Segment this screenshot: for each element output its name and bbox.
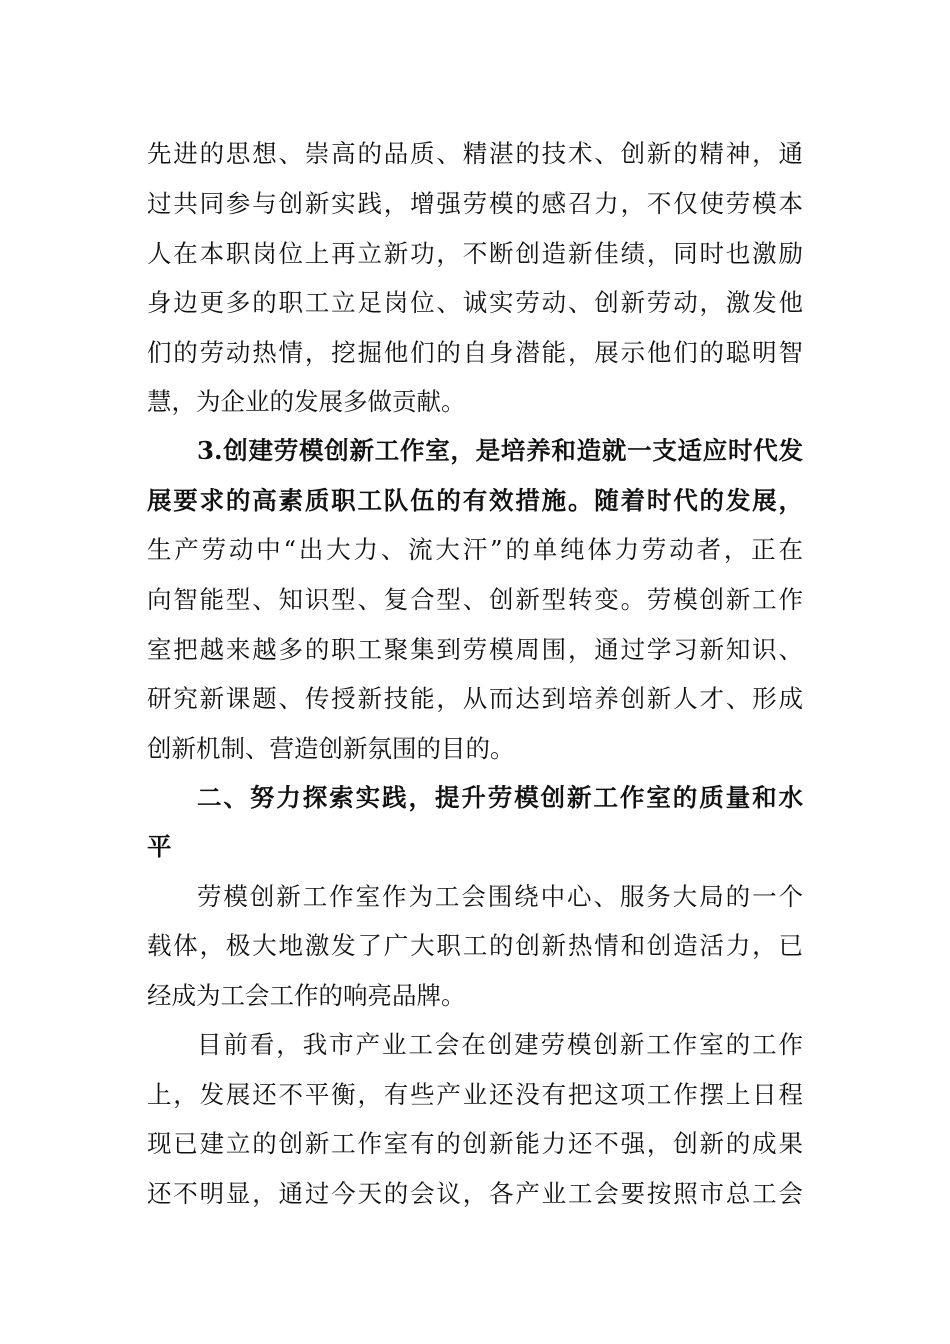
text-line: 现已建立的创新工作室有的创新能力还不强，创新的成果 (147, 1129, 803, 1158)
text-line: 向智能型、知识型、复合型、创新型转变。劳模创新工作 (147, 585, 803, 614)
text-line: 先进的思想、崇高的品质、精湛的技术、创新的精神，通 (147, 139, 803, 168)
text-line: 人在本职岗位上再立新功，不断创造新佳绩，同时也激励 (147, 239, 803, 268)
text-line: 室把越来越多的职工聚集到劳模周围，通过学习新知识、 (147, 635, 803, 664)
text-line: 展要求的高素质职工队伍的有效措施。随着时代的发展， (147, 486, 803, 515)
text-line: 研究新课题、传授新技能，从而达到培养创新人才、形成 (147, 684, 803, 713)
text-line: 上，发展还不平衡，有些产业还没有把这项工作摆上日程 (147, 1080, 803, 1109)
section-heading: 二、努力探索实践，提升劳模创新工作室的质量和水 (197, 783, 803, 812)
text-line: 3.创建劳模创新工作室，是培养和造就一支适应时代发 (197, 436, 803, 465)
text-line: 劳模创新工作室作为工会围绕中心、服务大局的一个 (197, 882, 803, 911)
text-line: 慧，为企业的发展多做贡献。 (147, 387, 466, 416)
text-line: 身边更多的职工立足岗位、诚实劳动、创新劳动，激发他 (147, 288, 803, 317)
text-line: 创新机制、营造创新氛围的目的。 (147, 734, 515, 763)
text-line: 载体，极大地激发了广大职工的创新热情和创造活力，已 (147, 931, 803, 960)
text-line: 生产劳动中“出大力、流大汗”的单纯体力劳动者，正在 (147, 535, 803, 564)
text-line: 经成为工会工作的响亮品牌。 (147, 981, 466, 1010)
text-line: 过共同参与创新实践，增强劳模的感召力，不仅使劳模本 (147, 189, 803, 218)
text-line: 目前看，我市产业工会在创建劳模创新工作室的工作 (197, 1030, 803, 1059)
text-line: 还不明显，通过今天的会议，各产业工会要按照市总工会 (147, 1179, 803, 1208)
text-line: 们的劳动热情，挖掘他们的自身潜能，展示他们的聪明智 (147, 338, 803, 367)
section-heading: 平 (147, 832, 172, 861)
